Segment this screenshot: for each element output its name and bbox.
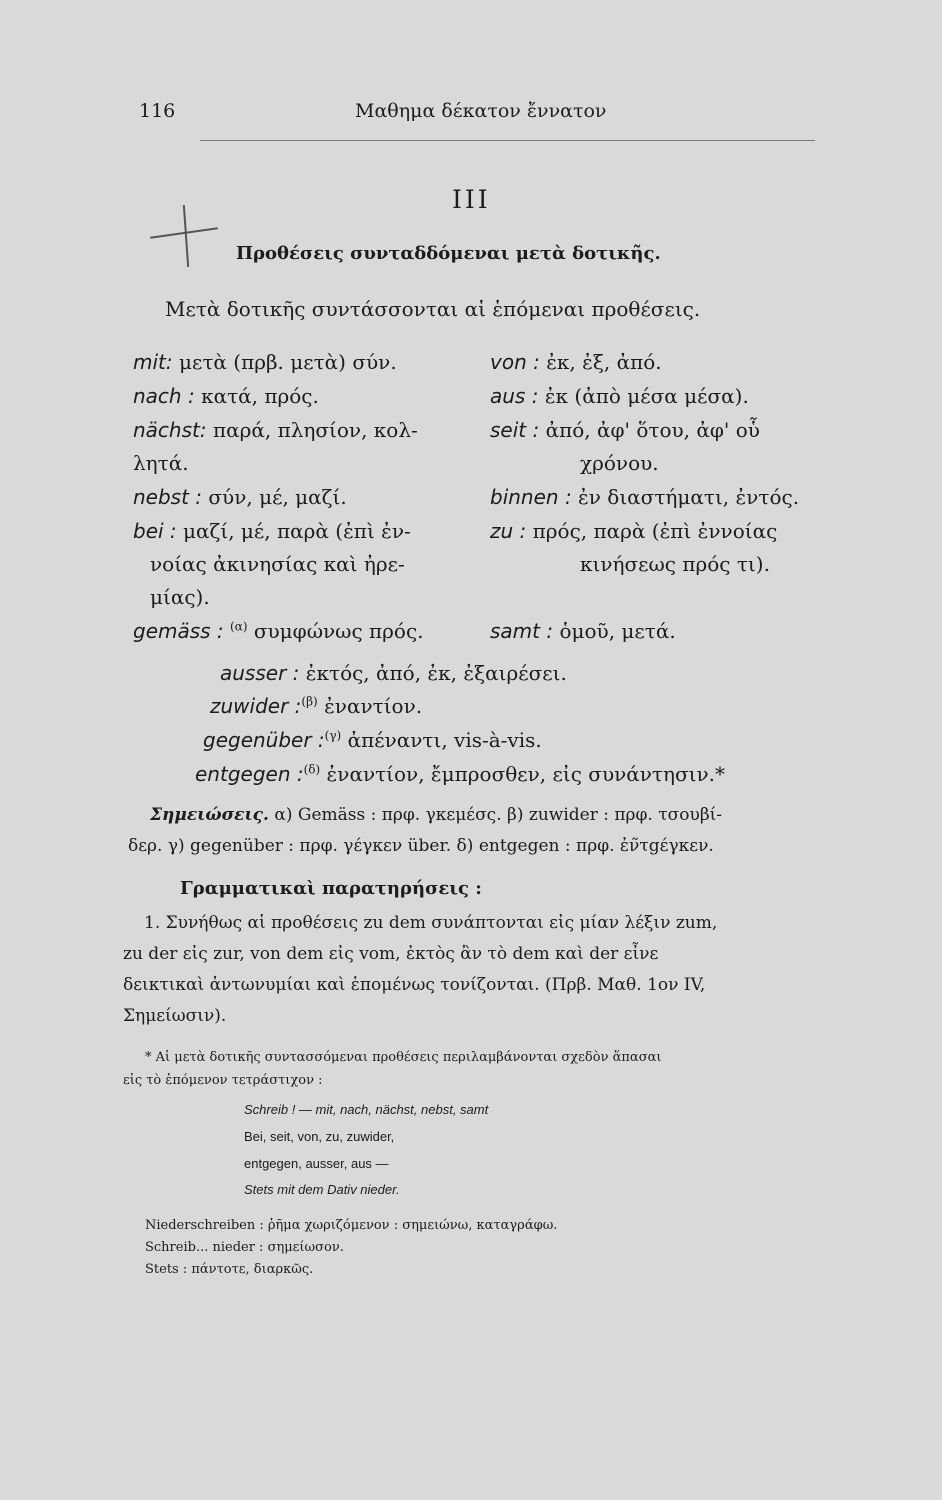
glossary-line: Niederschreiben : ῥῆμα χωριζόμενον : σημειώνω, καταγράφω. (145, 1218, 558, 1233)
section-number: III (452, 185, 491, 214)
right-entry: von : ἐκ, ἐξ, ἀπό. (490, 350, 662, 374)
verse-line: entgegen, ausser, aus — (244, 1156, 389, 1171)
notes-line: Σημειώσεις. α) Gemäss : πρφ. γκεμέσς. β) zuwider : πρφ. τσουβί- (150, 805, 723, 825)
verse-line: Stets mit dem Dativ nieder. (244, 1182, 400, 1197)
right-entry: χρόνου. (580, 451, 659, 475)
right-entry: binnen : ἐν διαστήματι, ἐντός. (490, 485, 800, 509)
page-number: 116 (139, 100, 176, 122)
verse-line: Bei, seit, von, zu, zuwider, (244, 1129, 395, 1144)
section-title: Προθέσεις συνταδδόμεναι μετὰ δοτικῆς. (236, 243, 661, 264)
right-entry: zu : πρός, παρὰ (ἐπὶ ἐννοίας (490, 519, 778, 543)
handwritten-cross-mark (183, 205, 189, 267)
right-entry: samt : ὁμοῦ, μετά. (490, 619, 676, 643)
left-entry: nach : κατά, πρός. (133, 384, 319, 408)
footnote-line: εἰς τὸ ἑπόμενον τετράστιχον : (123, 1073, 323, 1088)
left-entry: νοίας ἀκινησίας καὶ ἠρε- (150, 552, 405, 576)
left-entry: nebst : σύν, μέ, μαζί. (133, 485, 347, 509)
glossary-line: Schreib... nieder : σημείωσον. (145, 1240, 344, 1255)
footnote-line: * Αἱ μετὰ δοτικῆς συντασσόμεναι προθέσεις περιλαμβάνονται σχεδὸν ἅπασαι (145, 1050, 662, 1065)
notes-line: δερ. γ) gegenüber : πρφ. γέγκεν über. δ) entgegen : πρφ. ἐν̃τgέγκεν. (128, 836, 714, 856)
grammar-title: Γραμματικαὶ παρατηρήσεις : (180, 878, 482, 899)
verse-line: Schreib ! — mit, nach, nächst, nebst, samt (244, 1102, 489, 1117)
left-entry: bei : μαζί, μέ, παρὰ (ἐπὶ ἐν- (133, 519, 411, 543)
running-title: Μαθημα δέκατον ἔννατον (355, 100, 607, 122)
right-entry: κινήσεως πρός τι). (580, 552, 770, 576)
grammar-line: Σημείωσιν). (123, 1006, 227, 1026)
centered-entry: ausser : ἐκτός, ἀπό, ἐκ, ἐξαιρέσει. (220, 661, 567, 685)
header-rule (200, 140, 815, 141)
glossary-line: Stets : πάντοτε, διαρκῶς. (145, 1262, 314, 1277)
left-entry: mit: μετὰ (πρβ. μετὰ) σύν. (133, 350, 397, 374)
intro-text: Μετὰ δοτικῆς συντάσσονται αἱ ἑπόμεναι προθέσεις. (165, 297, 701, 321)
left-entry: λητά. (133, 451, 189, 475)
centered-entry: entgegen :$^{(\delta)}$ ἐναντίον, ἔμπροσθεν, εἰς συνάντησιν.* (195, 762, 725, 786)
left-entry: μίας). (150, 585, 210, 609)
right-entry: seit : ἀπό, ἀφ' ὅτου, ἀφ' οὗ (490, 418, 760, 442)
right-entry: aus : ἐκ (ἀπὸ μέσα μέσα). (490, 384, 749, 408)
grammar-line: 1. Συνήθως αἱ προθέσεις zu dem συνάπτονται εἰς μίαν λέξιν zum, (144, 913, 718, 933)
left-entry: gemäss : $^{(\alpha)}$ συμφώνως πρός. (133, 619, 424, 643)
grammar-line: δεικτικαὶ ἀντωνυμίαι καὶ ἑπομένως τονίζονται. (Πρβ. Μαθ. 1ον IV, (123, 975, 706, 995)
centered-entry: gegenüber :$^{(\gamma)}$ ἀπέναντι, vis-à-vis. (203, 728, 542, 752)
centered-entry: zuwider :$^{(\beta)}$ ἐναντίον. (210, 694, 423, 718)
grammar-line: zu der εἰς zur, von dem εἰς vom, ἐκτὸς ἂν τὸ dem καὶ der εἶνε (123, 944, 659, 964)
left-entry: nächst: παρά, πλησίον, κολ- (133, 418, 418, 442)
